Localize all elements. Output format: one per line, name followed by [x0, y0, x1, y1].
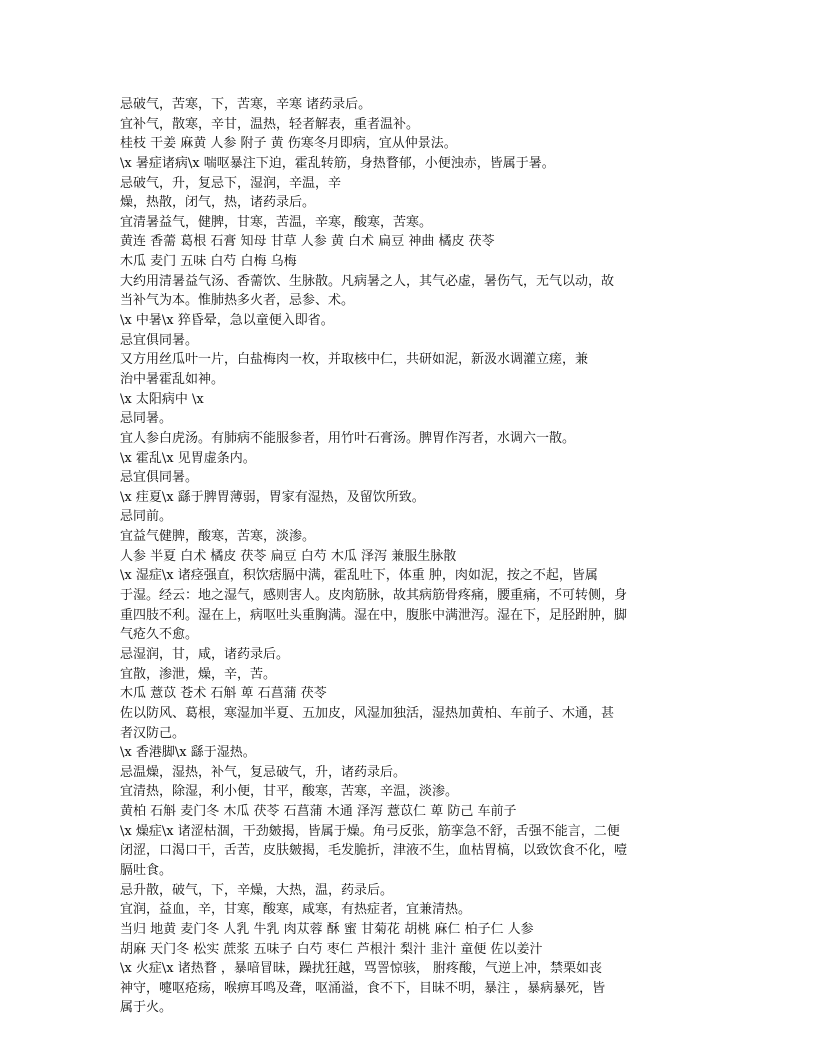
text-line: \x 燥症\x 诸涩枯涸，干劲皴揭，皆属于燥。角弓反张，筋挛急不舒，舌强不能言，二便 — [120, 823, 620, 839]
text-line: 木瓜 薏苡 苍术 石斛 萆 石菖蒲 茯苓 — [120, 686, 327, 702]
text-line: 木瓜 麦门 五味 白芍 白梅 乌梅 — [120, 254, 297, 270]
text-line: \x 霍乱\x 见胃虚条内。 — [120, 450, 256, 466]
text-line: 属于火。 — [120, 1000, 173, 1016]
text-line: \x 香港脚\x 繇于湿热。 — [120, 745, 256, 761]
text-line: 忌温燥，湿热，补气，复忌破气，升，诸药录后。 — [120, 764, 407, 780]
text-line: 忌破气，苦寒，下，苦寒，辛寒 诸药录后。 — [120, 97, 372, 112]
text-line: 宜散，渗泄，燥，辛，苦。 — [120, 666, 277, 682]
text-line: 者汉防己。 — [120, 725, 186, 741]
text-line: 宜清暑益气，健脾，甘寒，苦温，辛寒，酸寒，苦寒。 — [120, 214, 433, 230]
text-line: \x 暑症诸病\x 喘呕暴注下迫，霍乱转筋，身热瞀郁，小便浊赤，皆属于暑。 — [120, 155, 555, 171]
text-line: 当补气为本。惟肺热多火者，忌参、术。 — [120, 293, 355, 309]
text-line: \x 疰夏\x 繇于脾胃薄弱，胃家有湿热，及留饮所致。 — [120, 489, 425, 505]
text-line: 气疮久不愈。 — [120, 627, 199, 643]
text-line: 宜润，益血，辛，甘寒，酸寒，咸寒，有热症者，宜兼清热。 — [120, 902, 472, 918]
text-line: 又方用丝瓜叶一片，白盐梅肉一枚，并取核中仁，共研如泥，新汲水调灌立瘥，兼 — [120, 352, 589, 368]
text-line: 胡麻 天门冬 松实 蔗浆 五味子 白芍 枣仁 芦根汁 梨汁 韭汁 童便 佐以姜汁 — [120, 941, 543, 957]
text-line: 人参 半夏 白术 橘皮 茯苓 扁豆 白芍 木瓜 泽泻 兼服生脉散 — [120, 548, 457, 564]
text-line: 燥，热散，闭气，热，诸药录后。 — [120, 195, 316, 211]
text-line: 宜益气健脾，酸寒，苦寒，淡渗。 — [120, 529, 316, 545]
text-line: \x 太阳病中 \x — [120, 391, 204, 407]
text-line: \x 火症\x 诸热瞀 ，暴喑冒昧，躁扰狂越，骂詈惊骇， 胕疼酸，气逆上冲，禁栗如丧 — [120, 961, 602, 977]
text-line: 宜人参白虎汤。有肺病不能服参者，用竹叶石膏汤。脾胃作泻者，水调六一散。 — [120, 430, 576, 446]
text-line: 闭涩，口渴口干，舌苦，皮肤皴揭，毛发脆折，津液不生，血枯胃槁，以致饮食不化，噎 — [120, 843, 628, 859]
text-line: 宜清热，除湿，利小便，甘平，酸寒，苦寒，辛温，淡渗。 — [120, 784, 459, 800]
text-line: 忌破气，升，复忌下，湿润，辛温，辛 — [120, 175, 342, 191]
text-line: 忌同暑。 — [120, 411, 173, 427]
text-line: 忌同前。 — [120, 509, 173, 525]
text-line: \x 湿症\x 诸痉强直，积饮痞膈中满，霍乱吐下，体重 肿，肉如泥，按之不起，皆属 — [120, 568, 598, 584]
text-line: 黄柏 石斛 麦门冬 木瓜 茯苓 石菖蒲 木通 泽泻 薏苡仁 萆 防己 车前子 — [120, 804, 517, 820]
text-line: 忌湿润，甘，咸，诸药录后。 — [120, 646, 290, 662]
text-line: \x 中暑\x 猝昏晕，急以童便入即省。 — [120, 313, 334, 329]
text-line: 忌宜俱同暑。 — [120, 470, 199, 486]
text-line: 桂枝 干姜 麻黄 人参 附子 黄 伤寒冬月即病，宜从仲景法。 — [120, 136, 457, 152]
text-line: 大约用清暑益气汤、香薷饮、生脉散。凡病暑之人，其气必虚，暑伤气，无气以动，故 — [120, 273, 615, 289]
text-line: 忌升散，破气，下，辛燥，大热，温，药录后。 — [120, 882, 394, 898]
text-line: 重四肢不利。湿在上，病呕吐头重胸满。湿在中，腹胀中满泄泻。湿在下，足胫跗肿，脚 — [120, 607, 628, 623]
text-line: 当归 地黄 麦门冬 人乳 牛乳 肉苁蓉 酥 蜜 甘菊花 胡桃 麻仁 柏子仁 人参 — [120, 921, 534, 937]
text-line: 神守，嚏呕疮疡，喉痹耳鸣及聋，呕涌溢，食不下，目昧不明，暴注 ，暴病暴死，皆 — [120, 980, 606, 996]
document-page — [120, 95, 680, 1018]
text-line: 黄连 香薷 葛根 石膏 知母 甘草 人参 黄 白术 扁豆 神曲 橘皮 茯苓 — [120, 234, 495, 250]
text-line: 宜补气，散寒，辛甘，温热，轻者解表，重者温补。 — [120, 116, 420, 132]
text-line: 膈吐食。 — [120, 862, 173, 878]
text-line: 治中暑霍乱如神。 — [120, 371, 225, 387]
text-line: 忌宜俱同暑。 — [120, 332, 199, 348]
text-line: 佐以防风、葛根，寒湿加半夏、五加皮，风湿加独活，湿热加黄柏、车前子、木通，甚 — [120, 705, 615, 721]
text-line: 于湿。经云：地之湿气，感则害人。皮肉筋脉，故其病筋骨疼痛，腰重痛，不可转侧，身 — [120, 588, 628, 604]
